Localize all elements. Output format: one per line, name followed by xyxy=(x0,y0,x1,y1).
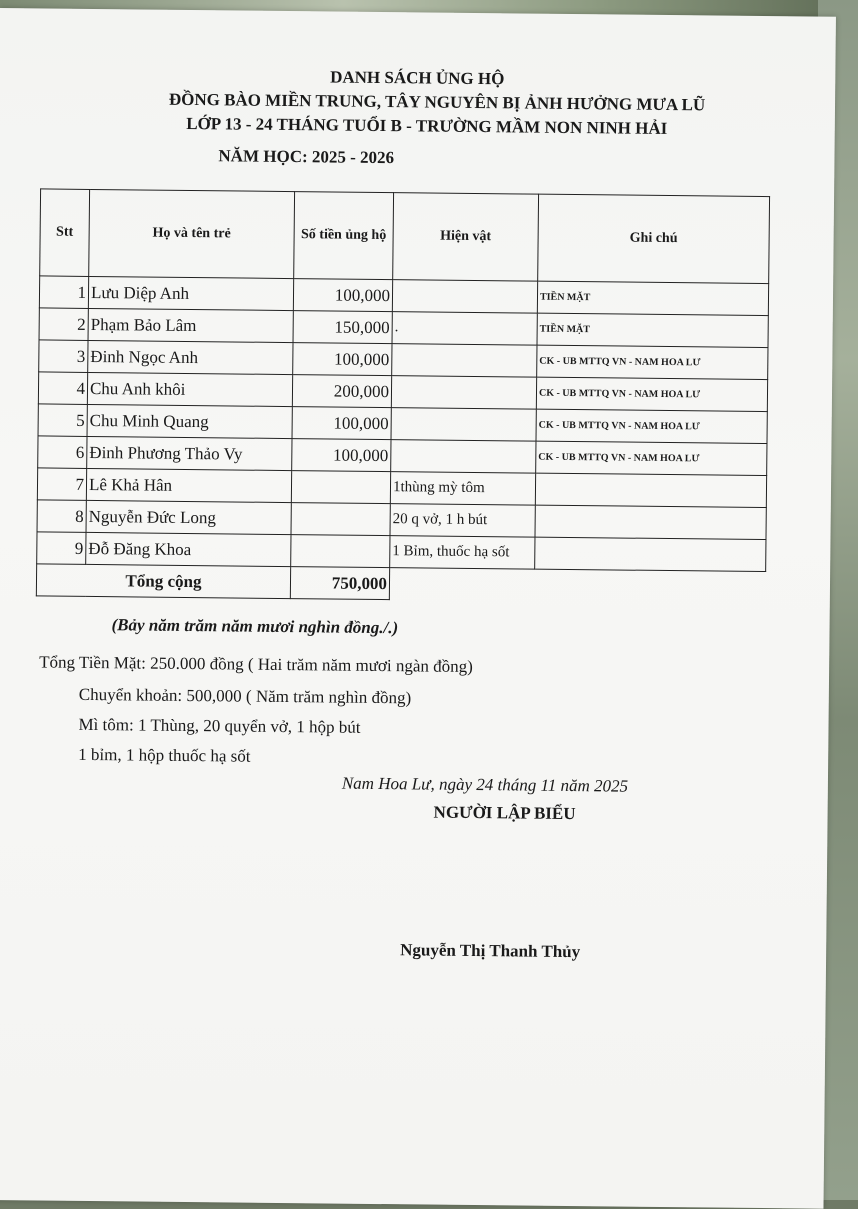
row-items xyxy=(392,280,537,314)
row-stt: 3 xyxy=(39,340,88,373)
row-items: 1thùng mỳ tôm xyxy=(390,472,535,506)
row-name: Phạm Bảo Lâm xyxy=(88,308,293,342)
title-line-3: LỚP 13 - 24 THÁNG TUỔI B - TRƯỜNG MẦM NON NINH HẢI xyxy=(186,113,668,138)
row-amount: 200,000 xyxy=(292,375,391,408)
row-items xyxy=(391,408,536,442)
total-amount: 750,000 xyxy=(290,567,389,600)
row-name: Lưu Diệp Anh xyxy=(88,276,293,310)
row-notes: CK - UB MTTQ VN - NAM HOA LƯ xyxy=(536,377,767,411)
header-stt: Stt xyxy=(40,189,90,277)
row-items: 20 q vở, 1 h bút xyxy=(390,504,535,538)
row-stt: 9 xyxy=(37,532,86,565)
row-name: Chu Minh Quang xyxy=(87,404,292,438)
row-amount: 100,000 xyxy=(293,279,392,312)
header-amount: Số tiền ủng hộ xyxy=(294,192,394,280)
total-label: Tổng cộng xyxy=(36,564,290,599)
place-date: Nam Hoa Lư, ngày 24 tháng 11 năm 2025 xyxy=(341,773,629,796)
row-items xyxy=(392,344,537,378)
report-maker-title: NGƯỜI LẬP BIỂU xyxy=(433,802,576,824)
row-notes: TIỀN MẶT xyxy=(537,281,768,315)
row-items: 1 Bỉm, thuốc hạ sốt xyxy=(390,536,535,570)
summary-transfer: Chuyển khoản: 500,000 ( Năm trăm nghìn đồng) xyxy=(78,684,412,708)
row-amount: 100,000 xyxy=(293,343,392,376)
row-items: . xyxy=(392,312,537,346)
row-items xyxy=(391,376,536,410)
row-stt: 7 xyxy=(37,468,86,501)
row-notes xyxy=(535,505,766,539)
row-stt: 8 xyxy=(37,500,86,533)
row-notes xyxy=(535,537,766,571)
row-stt: 2 xyxy=(39,308,88,341)
row-notes: CK - UB MTTQ VN - NAM HOA LƯ xyxy=(536,409,767,443)
row-stt: 1 xyxy=(39,276,88,309)
row-notes: CK - UB MTTQ VN - NAM HOA LƯ xyxy=(536,441,767,475)
summary-cash: Tổng Tiền Mặt: 250.000 đồng ( Hai trăm năm mươi ngàn đồng) xyxy=(39,652,473,676)
row-name: Chu Anh khôi xyxy=(87,372,292,406)
title-line-2: ĐỒNG BÀO MIỀN TRUNG, TÂY NGUYÊN BỊ ẢNH HƯỞNG MƯA LŨ xyxy=(168,89,706,115)
table-header-row xyxy=(40,189,770,284)
title-line-1: DANH SÁCH ỦNG HỘ xyxy=(330,67,505,89)
row-name: Đỗ Đăng Khoa xyxy=(86,532,291,566)
school-year: NĂM HỌC: 2025 - 2026 xyxy=(218,146,395,168)
row-stt: 5 xyxy=(38,404,87,437)
row-name: Nguyễn Đức Long xyxy=(86,500,291,534)
row-name: Đinh Ngọc Anh xyxy=(88,340,293,374)
amount-in-words: (Bảy năm trăm năm mươi nghìn đồng./.) xyxy=(111,615,399,638)
row-name: Lê Khả Hân xyxy=(86,468,291,502)
row-stt: 6 xyxy=(38,436,87,469)
row-amount: 100,000 xyxy=(292,407,391,440)
row-stt: 4 xyxy=(38,372,87,405)
row-notes: CK - UB MTTQ VN - NAM HOA LƯ xyxy=(537,345,768,379)
row-amount xyxy=(291,471,390,504)
header-name: Họ và tên trẻ xyxy=(89,189,295,278)
row-amount: 100,000 xyxy=(292,439,391,472)
donation-table xyxy=(36,188,770,604)
row-amount: 150,000 xyxy=(293,311,392,344)
header-items: Hiện vật xyxy=(393,193,539,282)
row-notes: TIỀN MẶT xyxy=(537,313,768,347)
row-amount xyxy=(291,535,390,568)
document-paper xyxy=(0,8,836,1209)
summary-goods-2: 1 bỉm, 1 hộp thuốc hạ sốt xyxy=(78,744,251,766)
signer-name: Nguyễn Thị Thanh Thủy xyxy=(400,940,581,962)
header-notes: Ghi chú xyxy=(538,194,770,283)
row-amount xyxy=(291,503,390,536)
row-notes xyxy=(535,473,766,507)
row-name: Đinh Phương Thảo Vy xyxy=(87,436,292,470)
summary-goods-1: Mì tôm: 1 Thùng, 20 quyển vở, 1 hộp bút xyxy=(78,714,361,737)
row-items xyxy=(391,440,536,474)
